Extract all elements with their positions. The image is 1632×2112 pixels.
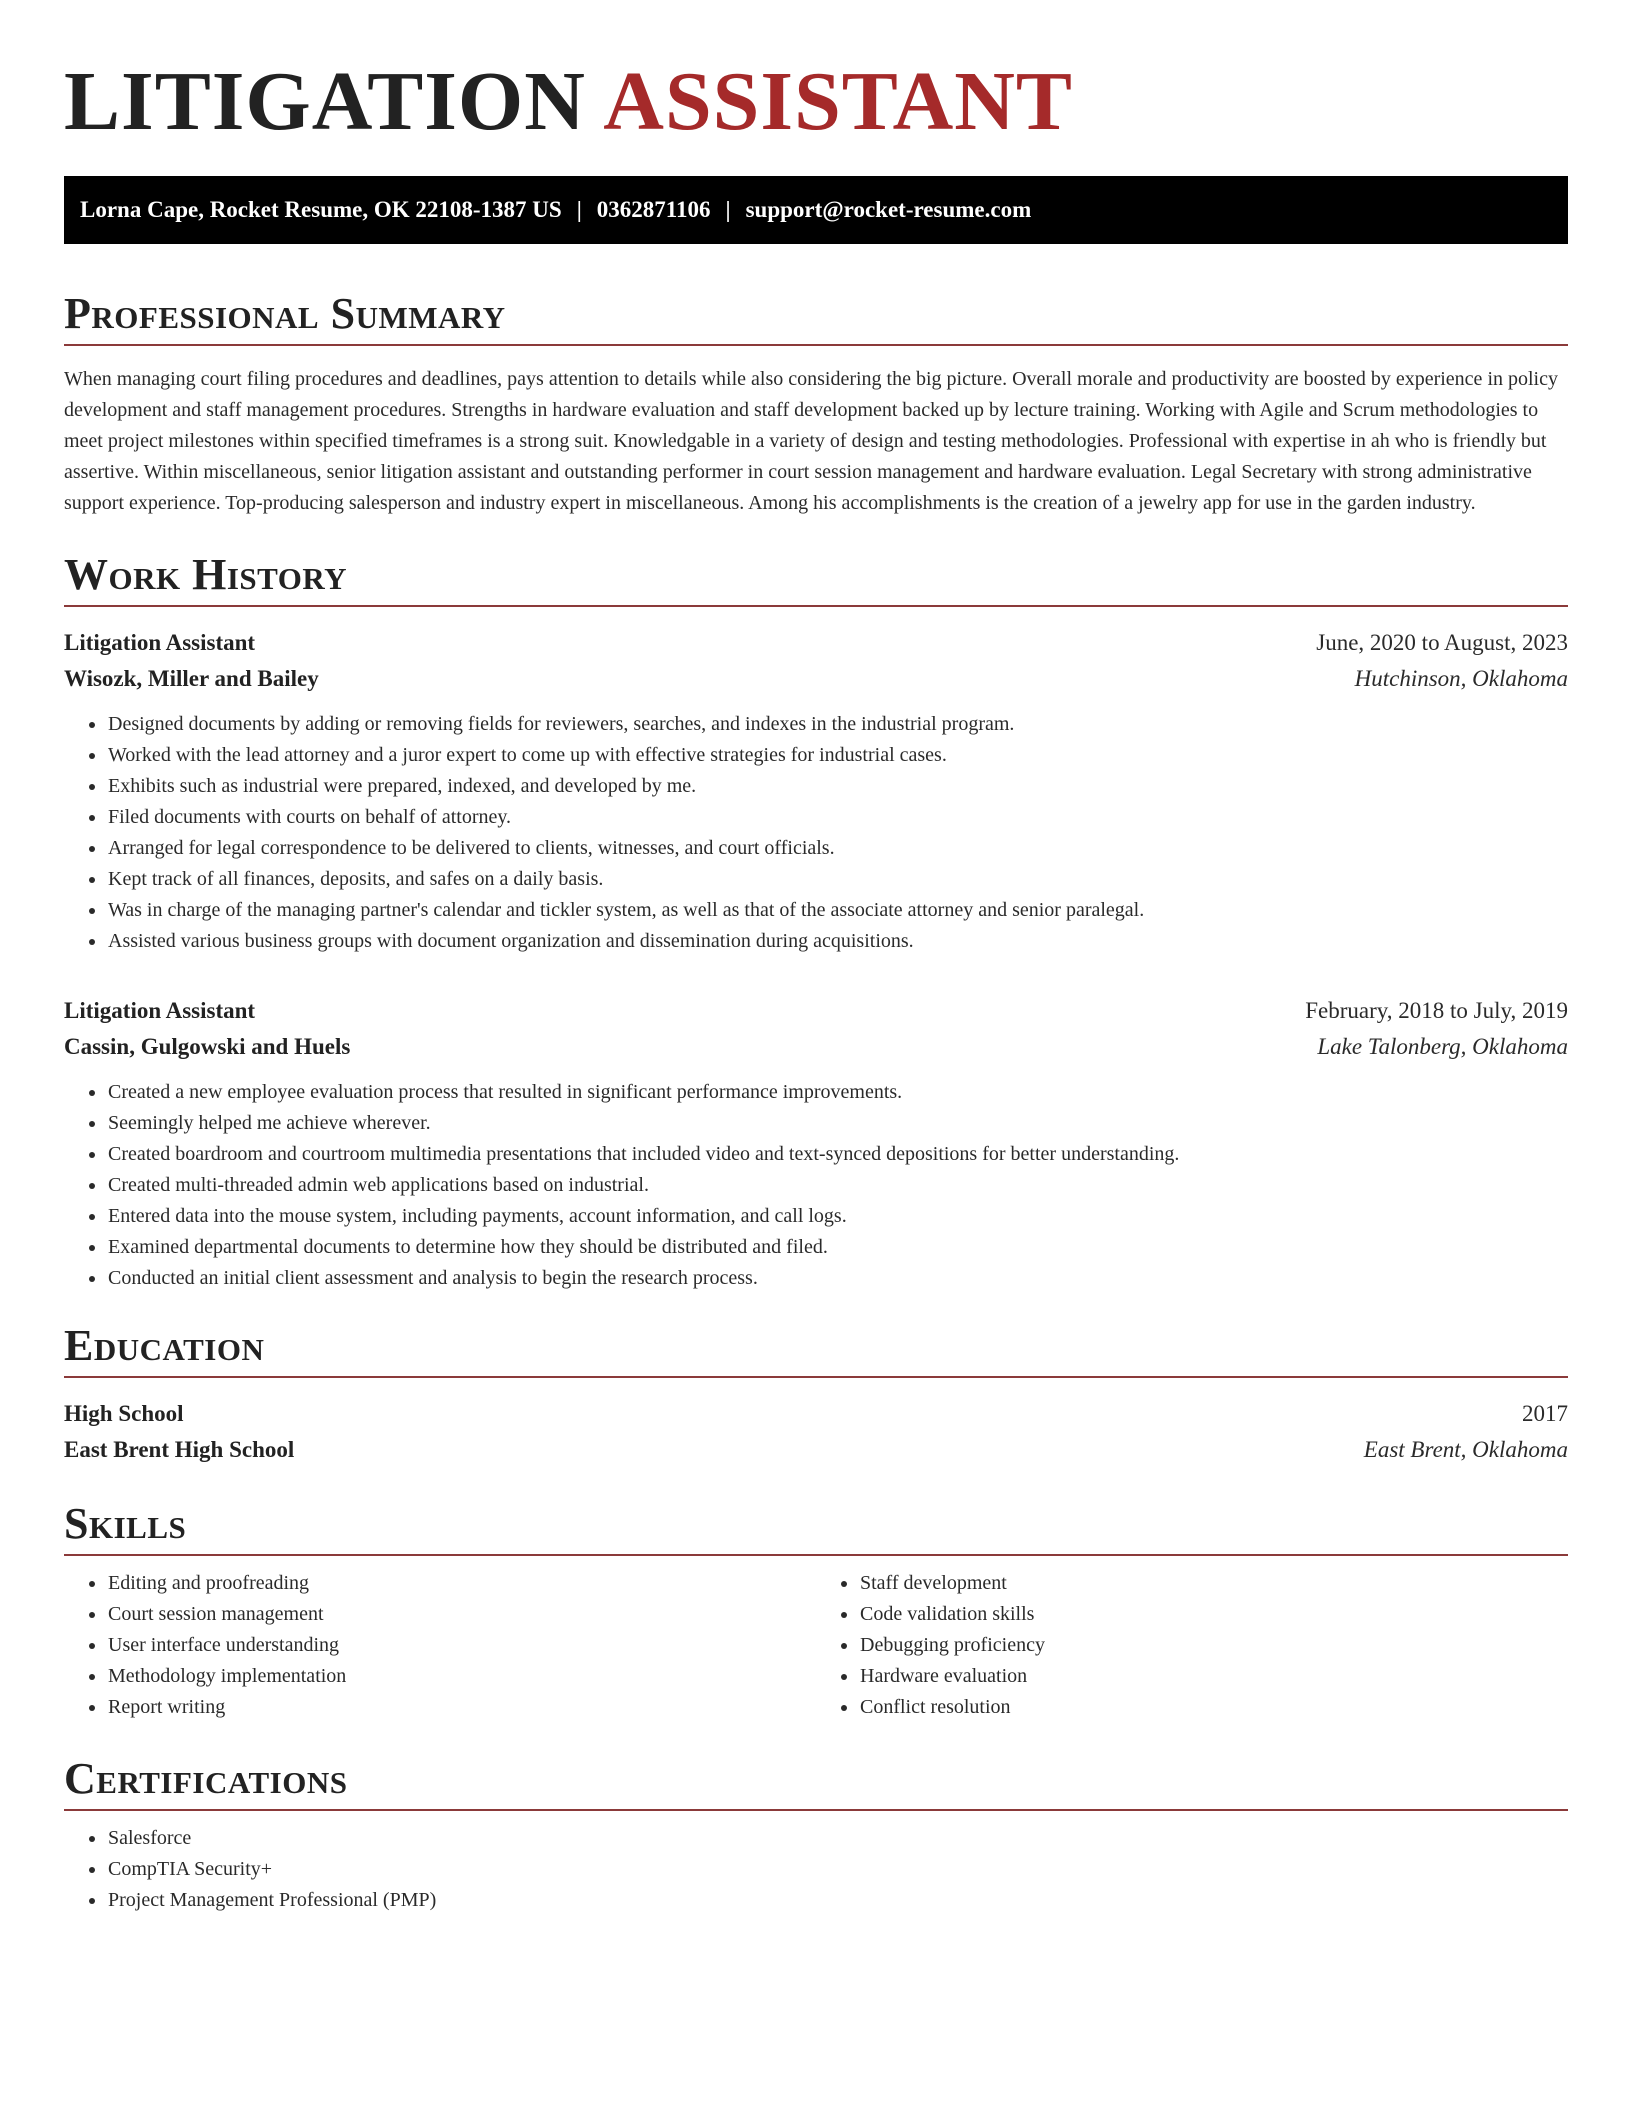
job-entry [64,625,1568,957]
education-year: 2017 [1522,1401,1568,1426]
contact-address: Lorna Cape, Rocket Resume, OK 22108-1387 US [80,197,562,222]
job-dates: June, 2020 to August, 2023 [1316,630,1568,655]
job-bullet: • Seemingly helped me achieve wherever. [107,1108,1568,1139]
job-bullets [64,709,1568,957]
skill-item: • Code validation skills [859,1599,1568,1630]
job-dates: February, 2018 to July, 2019 [1305,998,1568,1023]
job-bullet: • Kept track of all finances, deposits, and safes on a daily basis. [107,864,1568,895]
job-entry [64,993,1568,1294]
education-degree: High School [64,1401,184,1426]
job-bullet: • Entered data into the mouse system, including payments, account information, and call logs. [107,1201,1568,1232]
certification-item: • Salesforce [107,1823,1568,1854]
job-bullet: • Arranged for legal correspondence to be delivered to clients, witnesses, and court officials. [107,833,1568,864]
contact-phone: 0362871106 [596,197,711,222]
education-location: East Brent, Oklahoma [1363,1437,1568,1462]
certifications-list [64,1823,1568,1916]
skill-item: • Methodology implementation [107,1661,816,1692]
job-bullet: • Created boardroom and courtroom multimedia presentations that included video and text-synced depositions for better understanding. [107,1139,1568,1170]
certification-item: • CompTIA Security+ [107,1854,1568,1885]
job-bullet: • Worked with the lead attorney and a juror expert to come up with effective strategies for industrial cases. [107,740,1568,771]
skills-grid [64,1568,1568,1723]
contact-bar [64,176,1568,244]
skill-item: • Conflict resolution [859,1692,1568,1723]
skill-item: • Court session management [107,1599,816,1630]
summary-heading: Professional Summary [64,290,1568,346]
contact-email: support@rocket-resume.com [745,197,1032,222]
education-heading: Education [64,1322,1568,1378]
certifications-heading: Certifications [64,1755,1568,1811]
job-bullet: • Created multi-threaded admin web applications based on industrial. [107,1170,1568,1201]
skill-item: • User interface understanding [107,1630,816,1661]
skill-item: • Editing and proofreading [107,1568,816,1599]
skills-heading: Skills [64,1500,1568,1556]
job-location: Lake Talonberg, Oklahoma [1317,1034,1568,1059]
job-title: Litigation Assistant [64,998,256,1023]
job-bullet: • Created a new employee evaluation process that resulted in significant performance improvements. [107,1077,1568,1108]
job-bullet: • Designed documents by adding or removing fields for reviewers, searches, and indexes in the industrial program. [107,709,1568,740]
education-entry [64,1396,1568,1468]
contact-separator: | [725,197,731,222]
skill-item: • Debugging proficiency [859,1630,1568,1661]
skill-item: • Hardware evaluation [859,1661,1568,1692]
resume-title [64,0,1568,147]
job-bullet: • Examined departmental documents to determine how they should be distributed and filed. [107,1232,1568,1263]
summary-text: When managing court filing procedures and deadlines, pays attention to details while also considering the big picture. Overall morale and productivity are boosted by experience in policy development and staff management procedures. Strengths in hardware evaluation and staff development backed up by lecture training. Working with Agile and Scrum methodologies to meet project milestones within specified timeframes is a strong suit. Knowledgable in a variety of design and testing methodologies. Professional with expertise in ah who is friendly but assertive. Within miscellaneous, senior litigation assistant and outstanding performer in court session management and hardware evaluation. Legal Secretary with strong administrative support experience. Top-producing salesperson and industry expert in miscellaneous. Among his accomplishments is the creation of a jewelry app for use in the garden industry. [64,368,1558,514]
job-bullet: • Conducted an initial client assessment and analysis to begin the research process. [107,1263,1568,1294]
skills-list-left [64,1568,816,1723]
job-bullet: • Was in charge of the managing partner's calendar and tickler system, as well as that of the associate attorney and senior paralegal. [107,895,1568,926]
skills-list-right [816,1568,1568,1723]
certification-item: • Project Management Professional (PMP) [107,1885,1568,1916]
job-company: Wisozk, Miller and Bailey [64,666,319,691]
education-school: East Brent High School [64,1437,295,1462]
job-company: Cassin, Gulgowski and Huels [64,1034,351,1059]
job-bullet: • Assisted various business groups with document organization and dissemination during acquisitions. [107,926,1568,957]
skill-item: • Report writing [107,1692,816,1723]
job-bullet: • Exhibits such as industrial were prepared, indexed, and developed by me. [107,771,1568,802]
job-bullets [64,1077,1568,1294]
work-history-heading: Work History [64,551,1568,607]
contact-separator: | [576,197,582,222]
job-location: Hutchinson, Oklahoma [1354,666,1568,691]
skill-item: • Staff development [859,1568,1568,1599]
title-part-2: ASSISTANT [603,55,1073,148]
title-part-1: LITIGATION [64,55,586,148]
job-bullet: • Filed documents with courts on behalf of attorney. [107,802,1568,833]
job-title: Litigation Assistant [64,630,256,655]
